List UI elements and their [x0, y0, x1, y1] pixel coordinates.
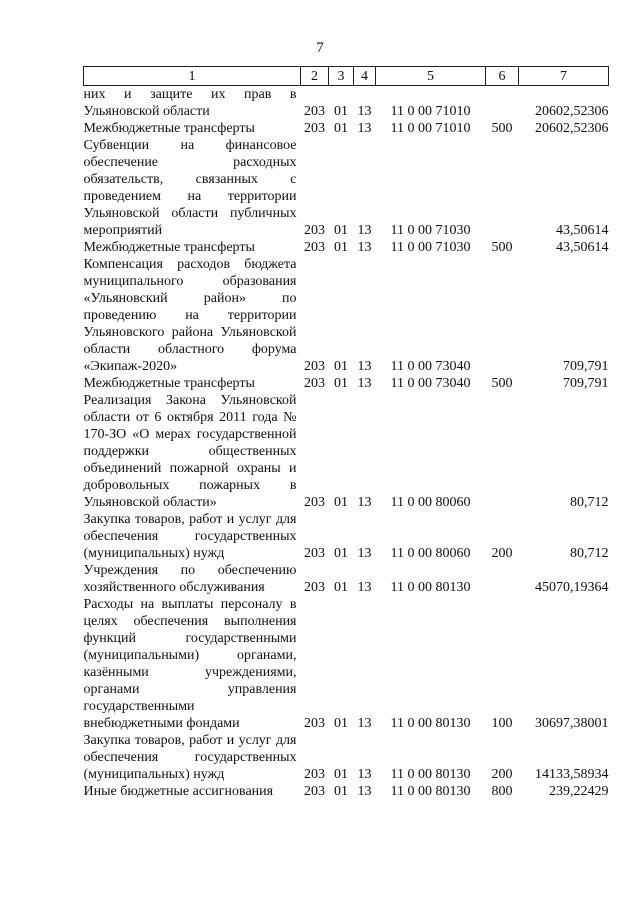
row-code-target: 11 0 00 73040 — [390, 376, 471, 391]
row-code-subsection: 13 — [357, 376, 372, 391]
row-code-ministry: 203 — [304, 240, 325, 255]
row-name: Учреждения по обеспечению хозяйственного обслуживания — [83, 563, 297, 595]
row-code-expense-type — [486, 86, 519, 121]
row-code-expense-type: 500 — [491, 121, 513, 136]
row-code-target: 11 0 00 80130 — [390, 716, 471, 731]
row-amount: 80,712 — [570, 495, 609, 510]
row-code-target: 11 0 00 80060 — [390, 495, 471, 510]
row-code-ministry: 203 — [304, 580, 325, 595]
row-code-ministry: 203 — [304, 376, 325, 391]
column-header: 3 — [329, 67, 354, 86]
row-code-expense-type: 200 — [491, 767, 513, 782]
row-amount: 709,791 — [563, 376, 609, 391]
row-code-target: 11 0 00 71010 — [390, 104, 471, 119]
row-code-section: 01 — [334, 121, 348, 136]
row-amount: 14133,58934 — [535, 767, 609, 782]
row-code-expense-type — [486, 562, 519, 596]
row-code-expense-type: 500 — [491, 376, 513, 391]
row-code-subsection: 13 — [357, 716, 372, 731]
table-row — [84, 562, 609, 596]
table-row — [84, 375, 609, 392]
row-code-target: 11 0 00 71030 — [390, 223, 471, 238]
row-amount: 20602,52306 — [535, 104, 609, 119]
table-row — [84, 596, 609, 732]
row-code-subsection: 13 — [357, 495, 372, 510]
row-code-section: 01 — [334, 240, 348, 255]
row-code-target: 11 0 00 71010 — [390, 121, 471, 136]
row-amount: 43,50614 — [556, 240, 609, 255]
row-name: Межбюджетные трансферты — [83, 240, 255, 255]
row-code-section: 01 — [334, 223, 348, 238]
row-code-ministry: 203 — [304, 104, 325, 119]
row-code-subsection: 13 — [357, 121, 372, 136]
row-code-subsection: 13 — [357, 784, 372, 799]
row-code-section: 01 — [334, 767, 348, 782]
row-code-ministry: 203 — [304, 121, 325, 136]
row-amount: 80,712 — [570, 546, 609, 561]
row-code-subsection: 13 — [357, 223, 372, 238]
table-row — [84, 86, 609, 121]
row-code-expense-type: 500 — [491, 240, 513, 255]
row-name: Реализация Закона Ульяновской области от 6 октября 2011 года № 170-ЗО «О мерах государственной поддержки общественных объединений пожарной охраны и добровольных пожарных в Ульяновской области» — [83, 393, 297, 510]
row-code-target: 11 0 00 71030 — [390, 240, 471, 255]
row-code-ministry: 203 — [304, 495, 325, 510]
row-code-section: 01 — [334, 104, 348, 119]
row-name: Иные бюджетные ассигнования — [83, 784, 274, 799]
row-code-ministry: 203 — [304, 546, 325, 561]
row-amount: 43,50614 — [556, 223, 609, 238]
table-row — [84, 120, 609, 137]
row-code-ministry: 203 — [304, 767, 325, 782]
column-header: 5 — [376, 67, 486, 86]
row-name: Межбюджетные трансферты — [83, 121, 255, 136]
row-code-target: 11 0 00 80060 — [390, 546, 471, 561]
column-header: 1 — [84, 67, 301, 86]
row-code-section: 01 — [334, 580, 348, 595]
row-code-expense-type — [486, 256, 519, 375]
table-row — [84, 137, 609, 239]
row-code-subsection: 13 — [357, 359, 372, 374]
row-code-ministry: 203 — [304, 359, 325, 374]
row-code-section: 01 — [334, 376, 348, 391]
column-header: 6 — [486, 67, 519, 86]
row-code-ministry: 203 — [304, 223, 325, 238]
row-code-ministry: 203 — [304, 784, 325, 799]
row-code-subsection: 13 — [357, 767, 372, 782]
row-code-section: 01 — [334, 359, 348, 374]
row-code-expense-type — [486, 137, 519, 239]
row-amount: 30697,38001 — [535, 716, 609, 731]
table-row — [84, 392, 609, 511]
page-number: 7 — [316, 40, 324, 56]
row-code-section: 01 — [334, 495, 348, 510]
header-row — [84, 67, 609, 86]
row-amount: 239,22429 — [549, 784, 609, 799]
table-row — [84, 511, 609, 562]
row-code-expense-type — [486, 392, 519, 511]
row-code-subsection: 13 — [357, 240, 372, 255]
row-code-expense-type: 200 — [491, 546, 513, 561]
budget-table — [83, 66, 609, 800]
row-code-section: 01 — [334, 784, 348, 799]
table-row — [84, 783, 609, 800]
column-header: 2 — [301, 67, 329, 86]
row-code-target: 11 0 00 80130 — [390, 580, 471, 595]
row-code-section: 01 — [334, 546, 348, 561]
row-name: Закупка товаров, работ и услуг для обеспечения государственных (муниципальных) нужд — [83, 733, 297, 782]
row-name: Расходы на выплаты персоналу в целях обеспечения выполнения функций государственными (муниципальными) органами, казёнными учреждениями, органами управления государственными внебюджетными фондами — [83, 597, 297, 731]
table-row — [84, 239, 609, 256]
row-code-subsection: 13 — [357, 546, 372, 561]
table-row — [84, 256, 609, 375]
row-name: Субвенции на финансовое обеспечение расходных обязательств, связанных с проведением на территории Ульяновской области публичных мероприятий — [83, 138, 297, 238]
row-code-expense-type: 100 — [491, 716, 513, 731]
row-code-subsection: 13 — [357, 104, 372, 119]
column-header: 7 — [519, 67, 609, 86]
row-name: них и защите их прав в Ульяновской области — [83, 87, 297, 119]
row-name: Межбюджетные трансферты — [83, 376, 255, 391]
row-name: Закупка товаров, работ и услуг для обеспечения государственных (муниципальных) нужд — [83, 512, 297, 561]
row-code-target: 11 0 00 80130 — [390, 784, 471, 799]
table-row — [84, 732, 609, 783]
row-amount: 709,791 — [563, 359, 609, 374]
row-code-subsection: 13 — [357, 580, 372, 595]
row-name: Компенсация расходов бюджета муниципального образования «Ульяновский район» по проведению на территории Ульяновского района Ульяновской области областного форума «Экипаж-2020» — [83, 257, 297, 374]
row-code-section: 01 — [334, 716, 348, 731]
column-header: 4 — [354, 67, 376, 86]
row-amount: 45070,19364 — [535, 580, 609, 595]
row-amount: 20602,52306 — [535, 121, 609, 136]
row-code-expense-type: 800 — [491, 784, 513, 799]
row-code-target: 11 0 00 73040 — [390, 359, 471, 374]
row-code-ministry: 203 — [304, 716, 325, 731]
row-code-target: 11 0 00 80130 — [390, 767, 471, 782]
